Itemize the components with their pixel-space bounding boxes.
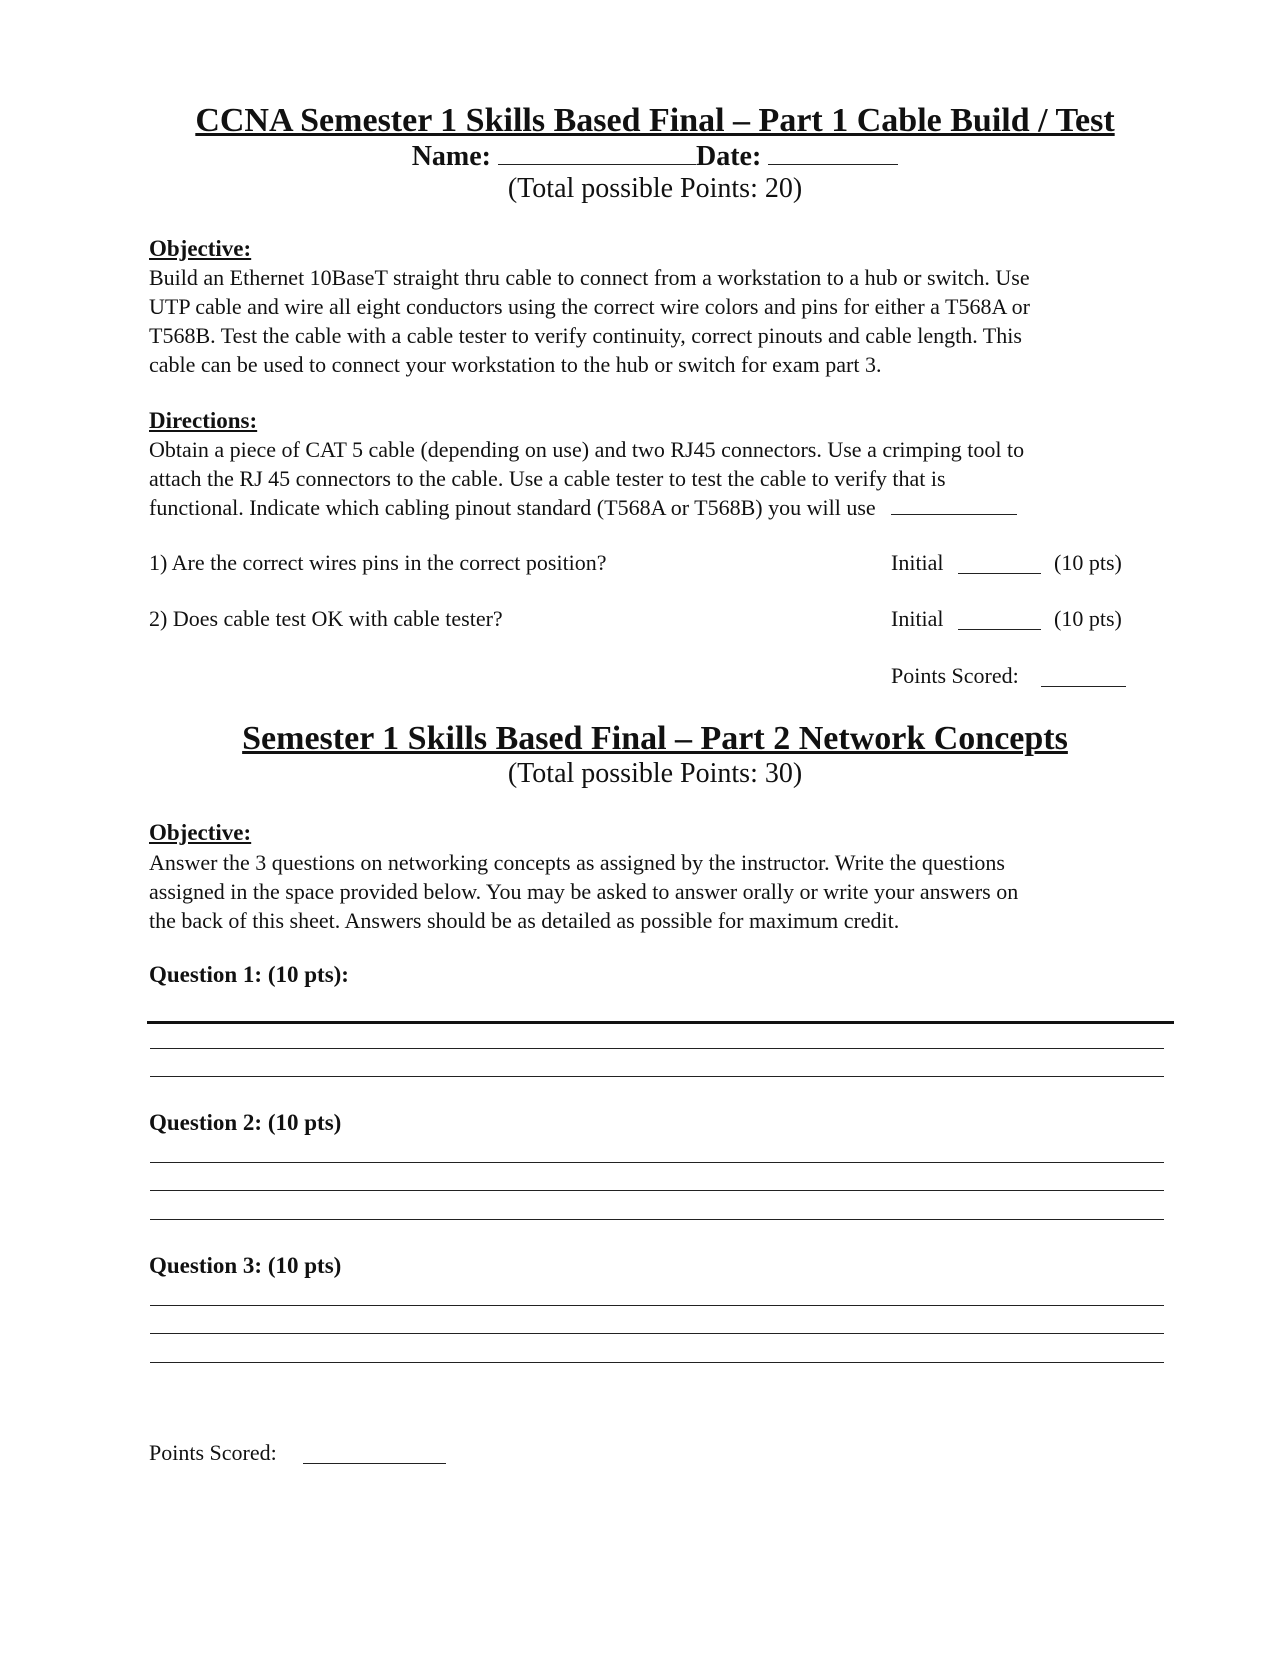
part1-points-scored-label: Points Scored: xyxy=(891,663,1019,688)
question-3-answer-line[interactable] xyxy=(150,1333,1164,1334)
question-2-answer-line[interactable] xyxy=(150,1219,1164,1220)
name-label: Name: xyxy=(411,141,491,172)
directions-line xyxy=(149,493,1109,522)
objective-line: Answer the 3 questions on networking concepts as assigned by the instructor. Write the questions xyxy=(149,850,1005,875)
part2-objective-text xyxy=(149,848,1109,935)
question-1-label: Question 1: (10 pts): xyxy=(149,962,349,987)
objective-line: the back of this sheet. Answers should be as detailed as possible for maximum credit. xyxy=(149,908,900,933)
question-1-answer-line[interactable] xyxy=(150,1076,1164,1077)
objective-line: UTP cable and wire all eight conductors using the correct wire colors and pins for either a T568A or xyxy=(149,294,1030,319)
check-points-1: (10 pts) xyxy=(1054,550,1122,575)
check-question-2: 2) Does cable test OK with cable tester? xyxy=(149,606,503,631)
objective-line: T568B. Test the cable with a cable tester to verify continuity, correct pinouts and cable length. This xyxy=(149,323,1022,348)
initial-field-1[interactable] xyxy=(958,553,1041,574)
part2-points-scored-label: Points Scored: xyxy=(149,1440,277,1465)
directions-line: Obtain a piece of CAT 5 cable (depending on use) and two RJ45 connectors. Use a crimping tool to xyxy=(149,437,1025,462)
name-field[interactable] xyxy=(498,144,696,165)
date-label: Date: xyxy=(696,141,762,172)
directions-line: attach the RJ 45 connectors to the cable. Use a cable tester to test the cable to verify that is xyxy=(149,466,946,491)
date-field[interactable] xyxy=(768,144,898,165)
question-2-answer-line[interactable] xyxy=(150,1190,1164,1191)
part1-total-points: (Total possible Points: 20) xyxy=(507,173,803,204)
part1-objective-text xyxy=(149,263,1109,379)
name-date-line xyxy=(0,141,1280,173)
question-2-label: Question 2: (10 pts) xyxy=(149,1110,342,1135)
directions-text xyxy=(149,435,1109,522)
part1-title: CCNA Semester 1 Skills Based Final – Part 1 Cable Build / Test xyxy=(195,102,1115,139)
check-question-1: 1) Are the correct wires pins in the correct position? xyxy=(149,550,607,575)
question-3-label: Question 3: (10 pts) xyxy=(149,1253,342,1278)
part1-objective-heading: Objective: xyxy=(149,236,252,261)
check-initial-label-1: Initial xyxy=(891,550,944,575)
question-2-answer-line[interactable] xyxy=(150,1162,1164,1163)
question-3-answer-line[interactable] xyxy=(150,1305,1164,1306)
objective-line: cable can be used to connect your workstation to the hub or switch for exam part 3. xyxy=(149,352,882,377)
part2-total-points: (Total possible Points: 30) xyxy=(507,758,803,789)
question-1-answer-line[interactable] xyxy=(150,1048,1164,1049)
part2-title: Semester 1 Skills Based Final – Part 2 Network Concepts xyxy=(242,720,1068,757)
part2-points-scored-field[interactable] xyxy=(303,1443,446,1464)
pinout-standard-field[interactable] xyxy=(891,494,1017,515)
directions-heading: Directions: xyxy=(149,408,258,433)
initial-field-2[interactable] xyxy=(958,609,1041,630)
check-initial-label-2: Initial xyxy=(891,606,944,631)
part1-points-scored-field[interactable] xyxy=(1041,666,1126,687)
check-points-2: (10 pts) xyxy=(1054,606,1122,631)
question-1-divider xyxy=(147,1021,1174,1024)
directions-line-text: functional. Indicate which cabling pinout standard (T568A or T568B) you will use xyxy=(149,495,876,520)
question-3-answer-line[interactable] xyxy=(150,1362,1164,1363)
objective-line: Build an Ethernet 10BaseT straight thru cable to connect from a workstation to a hub or switch. Use xyxy=(149,265,1030,290)
part2-objective-heading: Objective: xyxy=(149,820,252,845)
objective-line: assigned in the space provided below. You may be asked to answer orally or write your answers on xyxy=(149,879,1019,904)
